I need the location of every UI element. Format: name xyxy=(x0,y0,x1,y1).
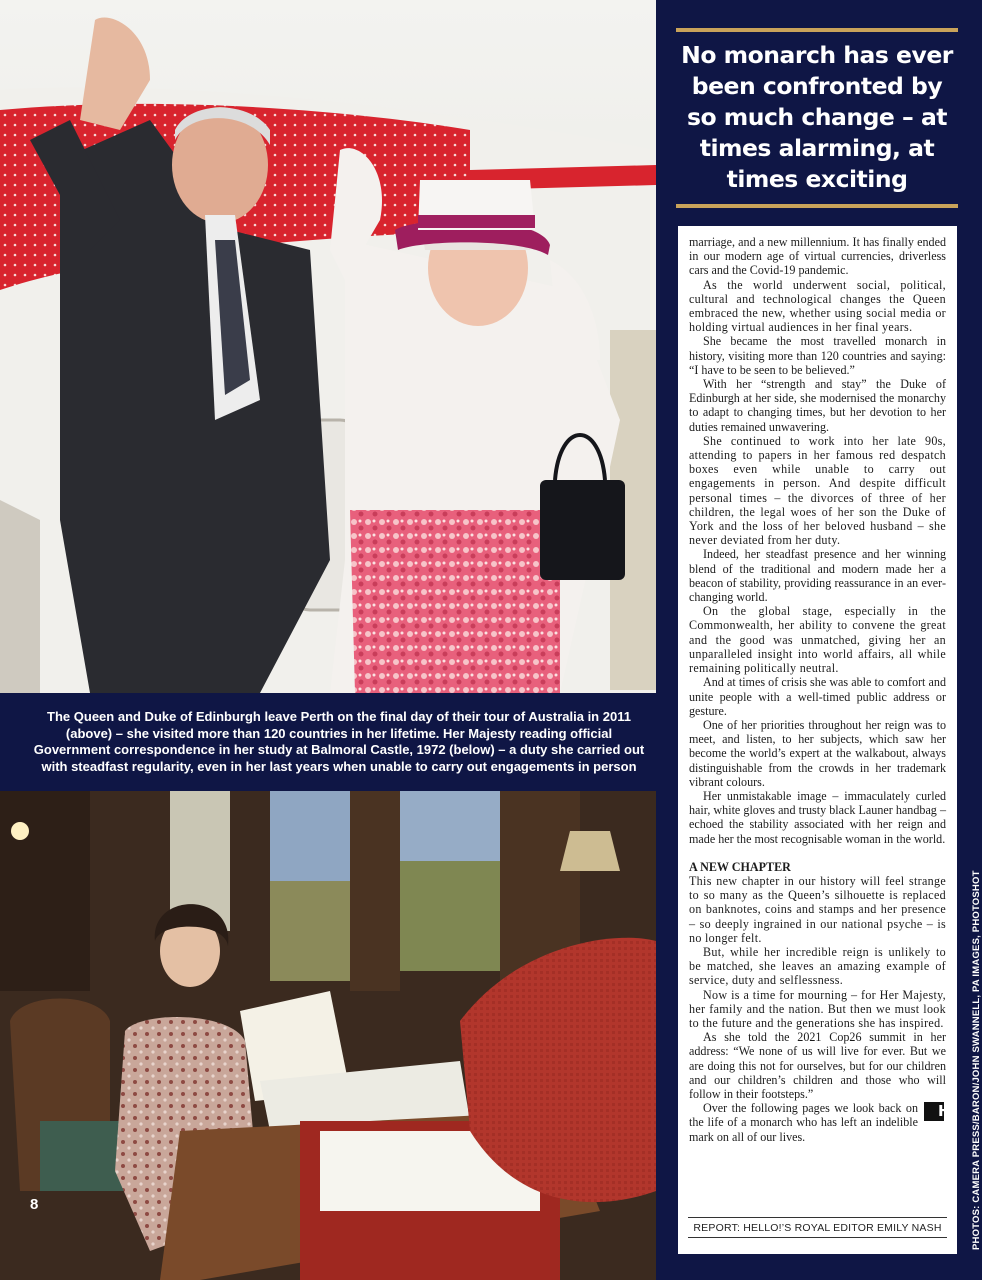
article-paragraph: On the global stage, especially in the Commonwealth, her ability to convene the great and the good was unmatched, giving her an unparalleled insight into world affairs, all while remaining politically neutral. xyxy=(689,604,946,676)
article-paragraph-final-text: Over the following pages we look back on the life of a monarch who has left an indelible mark on all of our lives. xyxy=(689,1101,918,1144)
article-column xyxy=(678,226,957,1254)
pull-quote-text: No monarch has ever been confronted by so much change – at times alarming, at times exciting xyxy=(681,41,953,193)
photo-caption: The Queen and Duke of Edinburgh leave Perth on the final day of their tour of Australia in 2011 (above) – she visited more than 120 countries in her lifetime. Her Majesty reading official Government correspondence in her study at Balmoral Castle, 1972 (below) – a duty she carried out with steadfast regularity, even in her last years when unable to carry out engagements in person xyxy=(0,697,668,785)
gold-rule-top xyxy=(676,28,958,32)
article-paragraph: She continued to work into her late 90s, attending to papers in her famous red despatch boxes even while unable to carry out engagements in person. And despite difficult personal times – the divorces of three of her children, the legal woes of her son the Duke of York and the loss of her beloved husband – she never deviated from her duty. xyxy=(689,433,946,548)
article-paragraph: As the world underwent social, political, cultural and technological changes the Queen embraced the new, whether using social media or holding virtual audiences in her final years. xyxy=(689,277,946,335)
photo-royal-couple-waving xyxy=(0,0,656,693)
article-paragraph-final xyxy=(689,1101,951,1144)
article-paragraph: She became the most travelled monarch in history, visiting more than 120 countries and saying: “I have to be seen to be believed.” xyxy=(689,334,946,377)
article-paragraph: With her “strength and stay” the Duke of Edinburgh at her side, she modernised the monarchy to adapt to changing times, but her devotion to her duties remained unwavering. xyxy=(689,377,946,434)
article-paragraph: This new chapter in our history will feel strange to so many as the Queen’s silhouette is replaced on banknotes, coins and stamps and her presence – so deeply ingrained in our national psyche – is no longer felt. xyxy=(689,873,946,945)
article-paragraph: And at times of crisis she was able to comfort and unite people with a well-timed public address or gesture. xyxy=(689,675,946,718)
photo-credit: PHOTOS: CAMERA PRESS/BARON/JOHN SWANNELL, PA IMAGES, PHOTOSHOT xyxy=(971,870,982,1250)
article-paragraph: One of her priorities throughout her reign was to meet, and listen, to her subjects, which saw her become the world’s expert at the walkabout, always distinguishable from the crowds in her trademark vibrant colours. xyxy=(689,717,946,789)
article-paragraph: As she told the 2021 Cop26 summit in her address: “We none of us will live for ever. But we are doing this not for ourselves, but for our children and our children’s children and those who will follow in their footsteps.” xyxy=(689,1030,946,1101)
article-paragraph: Her unmistakable image – immaculately curled hair, white gloves and trusty black Launer handbag – echoed the stability associated with her reign and made her the most recognisable woman in the world. xyxy=(689,788,946,846)
hello-end-mark-icon: H xyxy=(924,1102,944,1121)
article-paragraph: But, while her incredible reign is unlikely to be matched, she leaves an amazing example of service, duty and selflessness. xyxy=(689,944,946,988)
gold-rule-bottom xyxy=(676,204,958,208)
article-paragraph: marriage, and a new millennium. It has finally ended in our modern age of virtual currencies, driverless cars and the Covid-19 pandemic. xyxy=(689,235,946,278)
byline: REPORT: HELLO!’S ROYAL EDITOR EMILY NASH xyxy=(693,1221,942,1234)
byline-box xyxy=(688,1217,947,1238)
page-number: 8 xyxy=(30,1196,39,1213)
article-paragraph: Now is a time for mourning – for Her Majesty, her family and the nation. But then we must look to the future and the generations she has inspired. xyxy=(689,987,946,1030)
article-paragraph: Indeed, her steadfast presence and her winning blend of the traditional and modern made her a beacon of stability, providing reassurance in an ever-changing world. xyxy=(689,547,946,605)
article-subheading: A NEW CHAPTER xyxy=(689,859,791,874)
pull-quote xyxy=(676,28,958,210)
photo-queen-study-balmoral xyxy=(0,791,656,1280)
